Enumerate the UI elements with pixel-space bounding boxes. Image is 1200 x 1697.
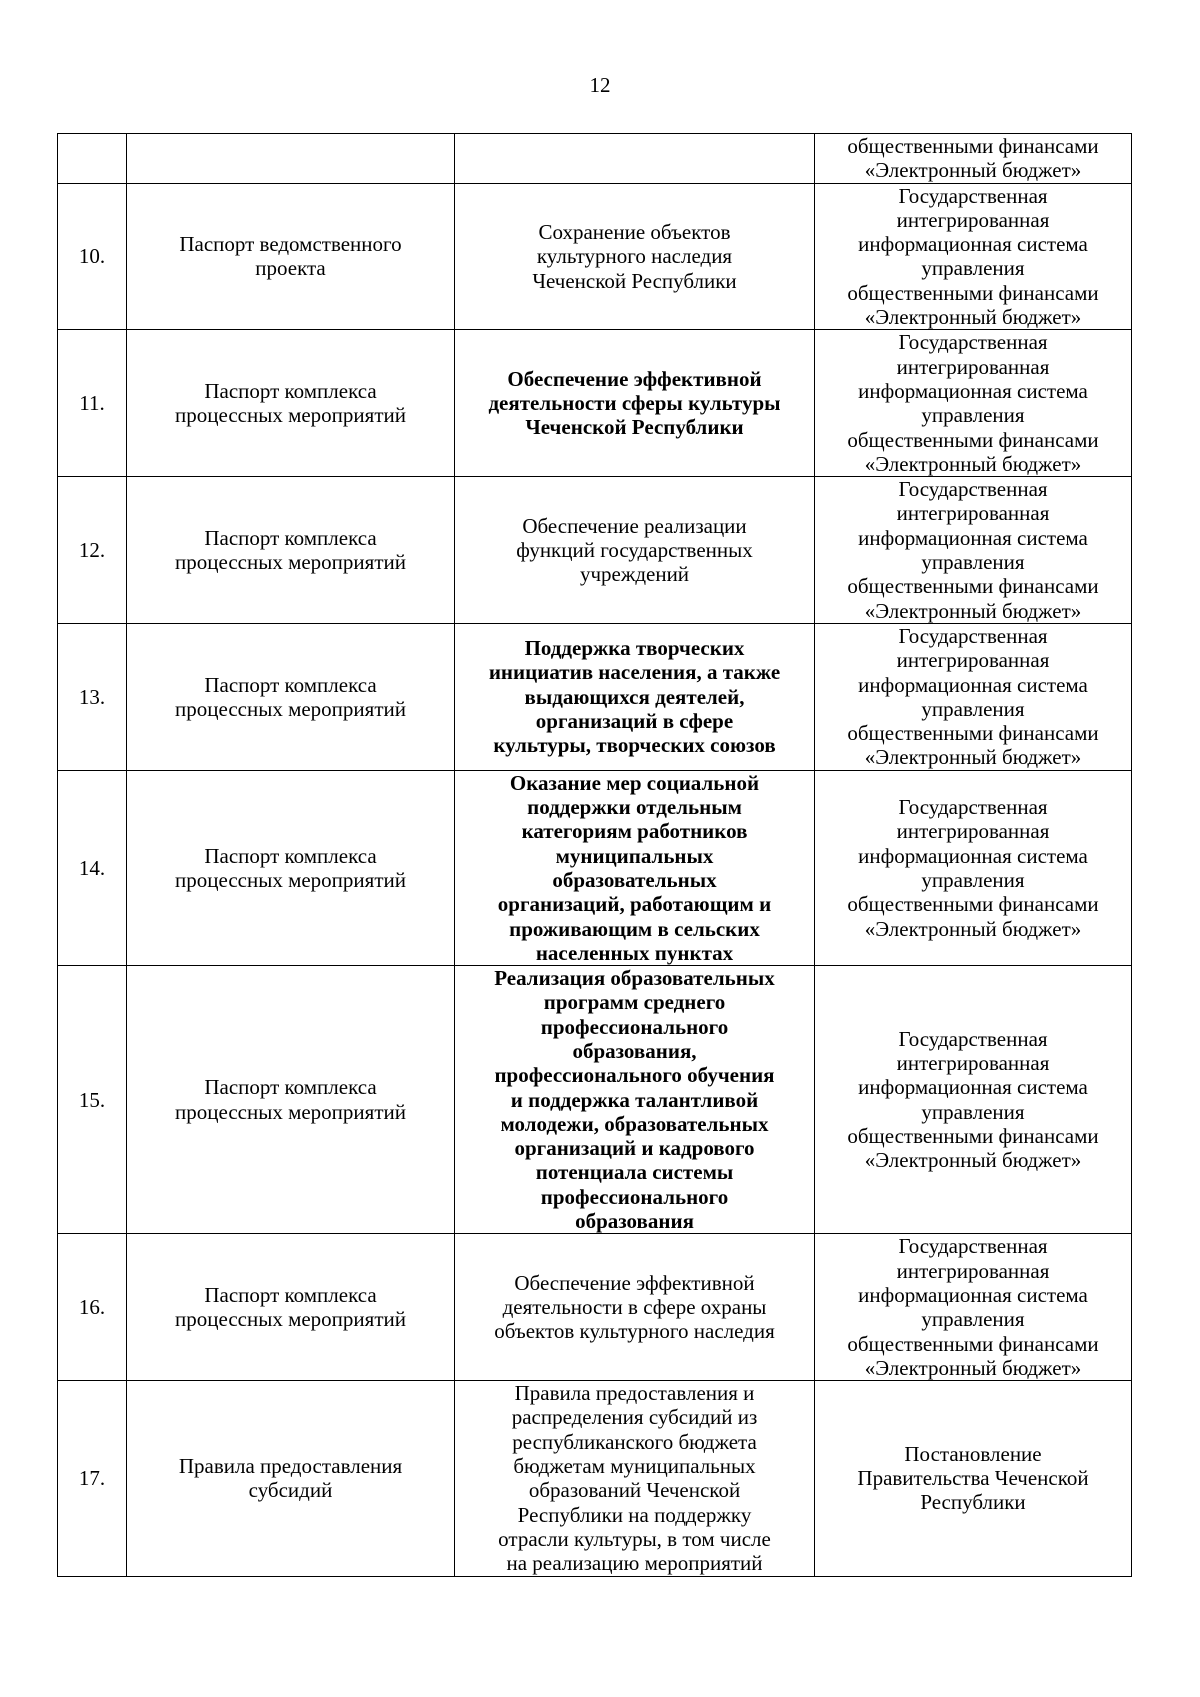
row-number-cell: 11.	[58, 330, 127, 477]
table-row	[58, 623, 1132, 770]
row-number-cell: 12.	[58, 477, 127, 624]
row-number-cell: 17.	[58, 1381, 127, 1576]
information-system-cell: общественными финансами «Электронный бюджет»	[815, 134, 1132, 184]
document-type-cell: Паспорт комплекса процессных мероприятий	[127, 330, 455, 477]
table-row	[58, 330, 1132, 477]
row-number-cell: 15.	[58, 966, 127, 1234]
document-type-cell: Паспорт ведомственного проекта	[127, 183, 455, 330]
information-system-cell: Государственная интегрированная информационная система управления общественными финансами «Электронный бюджет»	[815, 770, 1132, 965]
document-table	[57, 133, 1132, 1577]
row-number-cell: 10.	[58, 183, 127, 330]
document-name-cell	[455, 134, 815, 184]
row-number-cell: 14.	[58, 770, 127, 965]
table-row	[58, 770, 1132, 965]
information-system-cell: Государственная интегрированная информационная система управления общественными финансами «Электронный бюджет»	[815, 1234, 1132, 1381]
row-number-cell: 16.	[58, 1234, 127, 1381]
document-type-cell: Правила предоставления субсидий	[127, 1381, 455, 1576]
document-name-cell: Правила предоставления и распределения субсидий из республиканского бюджета бюджетам муниципальных образований Чеченской Республики на поддержку отрасли культуры, в том числе на реализацию мероприятий	[455, 1381, 815, 1576]
document-type-cell: Паспорт комплекса процессных мероприятий	[127, 623, 455, 770]
document-type-cell: Паспорт комплекса процессных мероприятий	[127, 966, 455, 1234]
table-row	[58, 1234, 1132, 1381]
document-name-cell: Поддержка творческих инициатив населения, а также выдающихся деятелей, организаций в сфере культуры, творческих союзов	[455, 623, 815, 770]
document-name-cell: Обеспечение эффективной деятельности сферы культуры Чеченской Республики	[455, 330, 815, 477]
document-name-cell: Сохранение объектов культурного наследия Чеченской Республики	[455, 183, 815, 330]
document-name-cell: Реализация образовательных программ среднего профессионального образования, профессионального обучения и поддержка талантливой молодежи, образовательных организаций и кадрового потенциала системы профессионального образования	[455, 966, 815, 1234]
table-row	[58, 477, 1132, 624]
document-name-cell: Обеспечение реализации функций государственных учреждений	[455, 477, 815, 624]
table-row	[58, 183, 1132, 330]
information-system-cell: Государственная интегрированная информационная система управления общественными финансами «Электронный бюджет»	[815, 330, 1132, 477]
table-row	[58, 966, 1132, 1234]
document-type-cell: Паспорт комплекса процессных мероприятий	[127, 770, 455, 965]
document-type-cell: Паспорт комплекса процессных мероприятий	[127, 1234, 455, 1381]
document-name-cell: Обеспечение эффективной деятельности в сфере охраны объектов культурного наследия	[455, 1234, 815, 1381]
table-row	[58, 134, 1132, 184]
table-row	[58, 1381, 1132, 1576]
information-system-cell: Государственная интегрированная информационная система управления общественными финансами «Электронный бюджет»	[815, 966, 1132, 1234]
row-number-cell: 13.	[58, 623, 127, 770]
document-type-cell: Паспорт комплекса процессных мероприятий	[127, 477, 455, 624]
page-number: 12	[589, 73, 611, 97]
document-name-cell: Оказание мер социальной поддержки отдельным категориям работников муниципальных образовательных организаций, работающим и проживающим в сельских населенных пунктах	[455, 770, 815, 965]
information-system-cell: Государственная интегрированная информационная система управления общественными финансами «Электронный бюджет»	[815, 183, 1132, 330]
information-system-cell: Государственная интегрированная информационная система управления общественными финансами «Электронный бюджет»	[815, 477, 1132, 624]
information-system-cell: Постановление Правительства Чеченской Республики	[815, 1381, 1132, 1576]
row-number-cell	[58, 134, 127, 184]
information-system-cell: Государственная интегрированная информационная система управления общественными финансами «Электронный бюджет»	[815, 623, 1132, 770]
document-type-cell	[127, 134, 455, 184]
